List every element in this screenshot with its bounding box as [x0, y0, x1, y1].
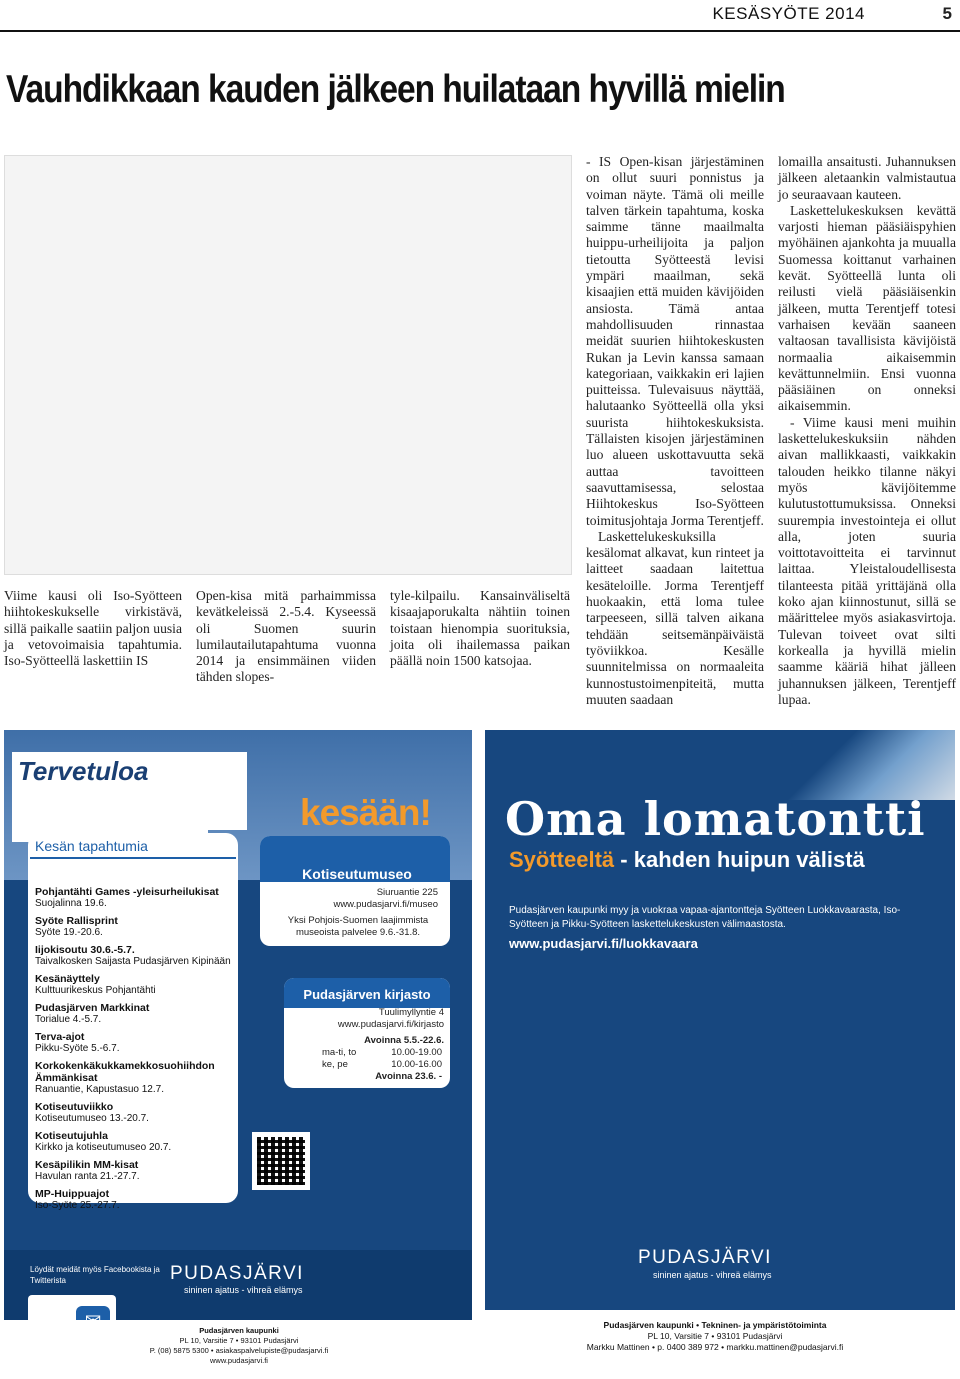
article-column-3 [390, 588, 570, 669]
header-rule [0, 30, 960, 32]
event-item [35, 1188, 231, 1212]
article-column-4 [586, 154, 764, 708]
logo-tagline: sininen ajatus - vihreä elämys [653, 1270, 772, 1280]
social-text: Löydät meidät myös Facebookista ja Twitterista [30, 1265, 160, 1285]
event-name: Syöte Rallisprint [35, 915, 118, 927]
tourism-ad [4, 730, 472, 1376]
article-headline: Vauhdikkaan kauden jälkeen huilataan hyvillä mielin [6, 68, 785, 111]
footer-address: PL 10, Varsitie 7 • 93101 Pudasjärvi [179, 1336, 299, 1345]
library-address: Tuulimyllyntie 4 [378, 1007, 444, 1018]
footer-phone-email: Markku Mattinen • p. 0400 389 972 • markku.mattinen@pudasjarvi.fi [586, 1342, 844, 1352]
hours-days: ke, pe [322, 1059, 348, 1070]
hours-row [322, 1047, 442, 1059]
event-detail: Havulan ranta 21.-27.7. [35, 1171, 140, 1182]
event-detail: Kirkko ja kotiseutumuseo 20.7. [35, 1142, 172, 1153]
footer-contact [505, 1320, 925, 1353]
article-column-2 [196, 588, 376, 686]
event-detail: Kotiseutumuseo 13.-20.7. [35, 1113, 149, 1124]
footer-web[interactable]: www.pudasjarvi.fi [210, 1356, 268, 1365]
event-item [35, 1130, 231, 1154]
ad-subtitle [509, 847, 865, 873]
event-item [35, 1031, 231, 1055]
event-name: Kotiseutujuhla [35, 1130, 108, 1142]
event-item [35, 886, 231, 910]
museum-desc: Yksi Pohjois-Suomen laajimmista museoista palvelee 9.6.-31.8. [287, 915, 429, 938]
snowflake-decor-icon [785, 730, 955, 800]
article-paragraph: lomailla ansaitusti. Juhannuksen jälkeen aletaankin valmistautua jo seuraavaan kauteen. [778, 154, 956, 202]
event-item [35, 1101, 231, 1125]
article-text: Open-kisa mitä parhaimmissa kevätkeleissä 2.-5.4. Kyseessä oli Suomen suurin lumilautailutapahtuma vuonna 2014 ja ensimmäinen viiden tähden slopes- [196, 588, 376, 685]
museum-info [266, 887, 438, 911]
footer-org: Pudasjärven kaupunki [199, 1326, 279, 1335]
events-rule [30, 857, 236, 859]
footer-org: Pudasjärven kaupunki • Tekninen- ja ympäristötoiminta [603, 1320, 827, 1330]
hours-days: ma-ti, to [322, 1047, 357, 1058]
event-name: Kesänäyttely [35, 973, 100, 985]
event-detail: Ranuantie, Kapustasuo 12.7. [35, 1084, 164, 1095]
ad-title: Oma lomatontti [505, 792, 926, 846]
library-open-2: Avoinna 23.6. - [375, 1071, 442, 1082]
event-detail: Pikku-Syöte 5.-6.7. [35, 1043, 120, 1054]
ad-link[interactable]: www.pudasjarvi.fi/luokkavaara [509, 936, 698, 951]
hours-time: 10.00-19.00 [391, 1047, 442, 1058]
museum-url[interactable]: www.pudasjarvi.fi/museo [333, 899, 438, 910]
event-name: Kesäpilikin MM-kisat [35, 1159, 139, 1171]
pudasjarvi-logo: PUDASJÄRVI [170, 1263, 304, 1284]
footer-phone-email: P. (08) 5875 5300 • asiakaspalvelupiste@pudasjarvi.fi [149, 1346, 329, 1355]
article-text: Viime kausi oli Iso-Syötteen hiihtokeskukselle virkistävä, sillä paikalle saatiin paljon uusia ja vetovoimaisia tapahtumia. Iso-Syötteellä laskettiin IS [4, 588, 182, 669]
footer-address: PL 10, Varsitie 7 • 93101 Pudasjärvi [647, 1331, 783, 1341]
article-paragraph: Laskettelukeskuksilla kesälomat alkavat, kun rinteet ja laitteet saadaan laitettua kesäteloille. Jorma Terentjeff huokaakin, että loma tulee tarpeeseen, sillä talven aikana tehdään seitsemänpäiväistä työviikkoa. Kesälle suunnitelmissa on normaaleita kunnostustoimenpiteitä, mutta muuten saadaan [586, 528, 764, 707]
event-item [35, 944, 231, 968]
library-title: Pudasjärven kirjasto [303, 987, 431, 1002]
event-item [35, 973, 231, 997]
lomatontti-ad [485, 730, 955, 1376]
article-paragraph: - Viime kausi meni muihin laskettelukeskuksiin nähden aivan mallikkaasti, vaikkakin talouden heikko tilanne näkyi myös kävijöitemme kulutustottumuksissa. Onneksi suurempia investointeja ei ollut alla, joten suuria voittotavoitteita ei tarvinnut laittaa. Yleistaloudellisesta tilanteesta pitää yrittäjänä olla koko ajan kiinnostunut, sillä se määrittelee myös asiakasvirtoja. Tulevan toiveet ovat silti korkealla ja hyvillä mielin saamme kääriä hihat jälleen juhannuksen jälkeen, Terentjeff lupaa. [778, 414, 956, 707]
qr-code-icon[interactable] [257, 1137, 305, 1185]
event-item [35, 1002, 231, 1026]
hours-row [322, 1059, 442, 1071]
pudasjarvi-logo: PUDASJÄRVI [638, 1247, 772, 1268]
article-paragraph: - IS Open-kisan järjestäminen on ollut suuri ponnistus ja voiman näyte. Tämä oli meille talven tärkein tapahtuma, koska saimme tänne maailmalta huippu-urheilijoita ja paljon tietoutta Syötteestä levisi ympäri maailman, sekä kisaajien että muiden kävijöiden ansiosta. Tämä antaa mahdollisuuden rinnastaa meidät suurien hiihtokeskusten Rukan ja Levin kanssa samaan kategoriaan, vaikkakin eri lajien puitteissa. Tulevaisuus näyttää, halutaanko Syötteellä olla yksi suurista hiihtokeskuksista. Tällaisten kisojen järjestäminen luo alueen uskottavuutta sekä auttaa tavoitteen saavuttamisessa, selostaa Hiihtokeskus Iso-Syötteen toimitusjohtaja Jorma Terentjeff. [586, 154, 764, 528]
logo-tagline: sininen ajatus - vihreä elämys [184, 1285, 303, 1295]
event-name: MP-Huippuajot [35, 1188, 110, 1200]
event-name: Kotiseutuviikko [35, 1101, 114, 1113]
library-info [290, 1007, 444, 1047]
section-title: KESÄSYÖTE 2014 [712, 4, 865, 23]
page-number: 5 [942, 4, 952, 23]
article-column-5 [778, 154, 956, 708]
article-paragraph: Laskettelukeskuksen kevättä varjosti hieman pääsiäispyhien myöhäinen ajankohta ja muualla Suomessa koittanut varhainen kevät. Syötteellä lunta oli reilusti vielä pääsiäisenkin jälkeen, mutta Terentjeff totesi varhaisen kevään saaneen valtaosan tavallisista kävijöistä normaalia aikaisemmin kevättunnelmiin. Ensi vuonna pääsiäinen on onneksi aikaisemmin. [778, 202, 956, 414]
event-item [35, 915, 231, 939]
library-hours [322, 1047, 442, 1083]
slogan-text: kesään! [300, 792, 431, 833]
hours-time: 10.00-16.00 [391, 1059, 442, 1070]
events-title: Kesän tapahtumia [35, 838, 148, 854]
library-open-1: Avoinna 5.5.-22.6. [364, 1035, 444, 1046]
museum-title: Kotiseutumuseo [302, 866, 412, 882]
event-name: Iijokisoutu 30.6.-5.7. [35, 944, 135, 956]
article-text: tyle-kilpailu. Kansainväliseltä kisaajaporukalta nähtiin toinen toistaan hienompia suorituksia, joita oli ihailemassa paikan päällä noin 1500 katsojaa. [390, 588, 570, 669]
events-list [35, 886, 231, 1217]
event-detail: Torialue 4.-5.7. [35, 1014, 102, 1025]
event-detail: Syöte 19.-20.6. [35, 927, 103, 938]
event-name: Terva-ajot [35, 1031, 85, 1043]
article-photo [4, 155, 572, 575]
event-name: Pohjantähti Games -yleisurheilukisat [35, 886, 219, 898]
event-name: Korkokenkäkukkamekkosuohiihdon Ämmänkisat [35, 1060, 215, 1084]
subtitle-rest: - kahden huipun välistä [620, 847, 865, 872]
event-item [35, 1159, 231, 1183]
event-name: Pudasjärven Markkinat [35, 1002, 150, 1014]
library-url[interactable]: www.pudasjarvi.fi/kirjasto [337, 1019, 444, 1030]
event-detail: Iso-Syöte 25.-27.7. [35, 1200, 120, 1211]
event-detail: Taivalkosken Saijasta Pudasjärven Kipinään [35, 956, 231, 967]
museum-address: Siuruantie 225 [376, 887, 438, 898]
ad-body: Pudasjärven kaupunki myy ja vuokraa vapaa-ajantontteja Syötteen Luokkavaarasta, Iso-Syötteen ja Pikku-Syötteen laskettelukeskusten välimaastosta. [509, 905, 901, 930]
event-detail: Suojalinna 19.6. [35, 898, 107, 909]
welcome-text: Tervetuloa [18, 756, 149, 786]
event-detail: Kulttuurikeskus Pohjantähti [35, 985, 156, 996]
footer-contact [124, 1326, 354, 1366]
subtitle-strong: Syötteeltä [509, 847, 615, 872]
event-item [35, 1060, 231, 1096]
article-column-1 [4, 588, 182, 669]
